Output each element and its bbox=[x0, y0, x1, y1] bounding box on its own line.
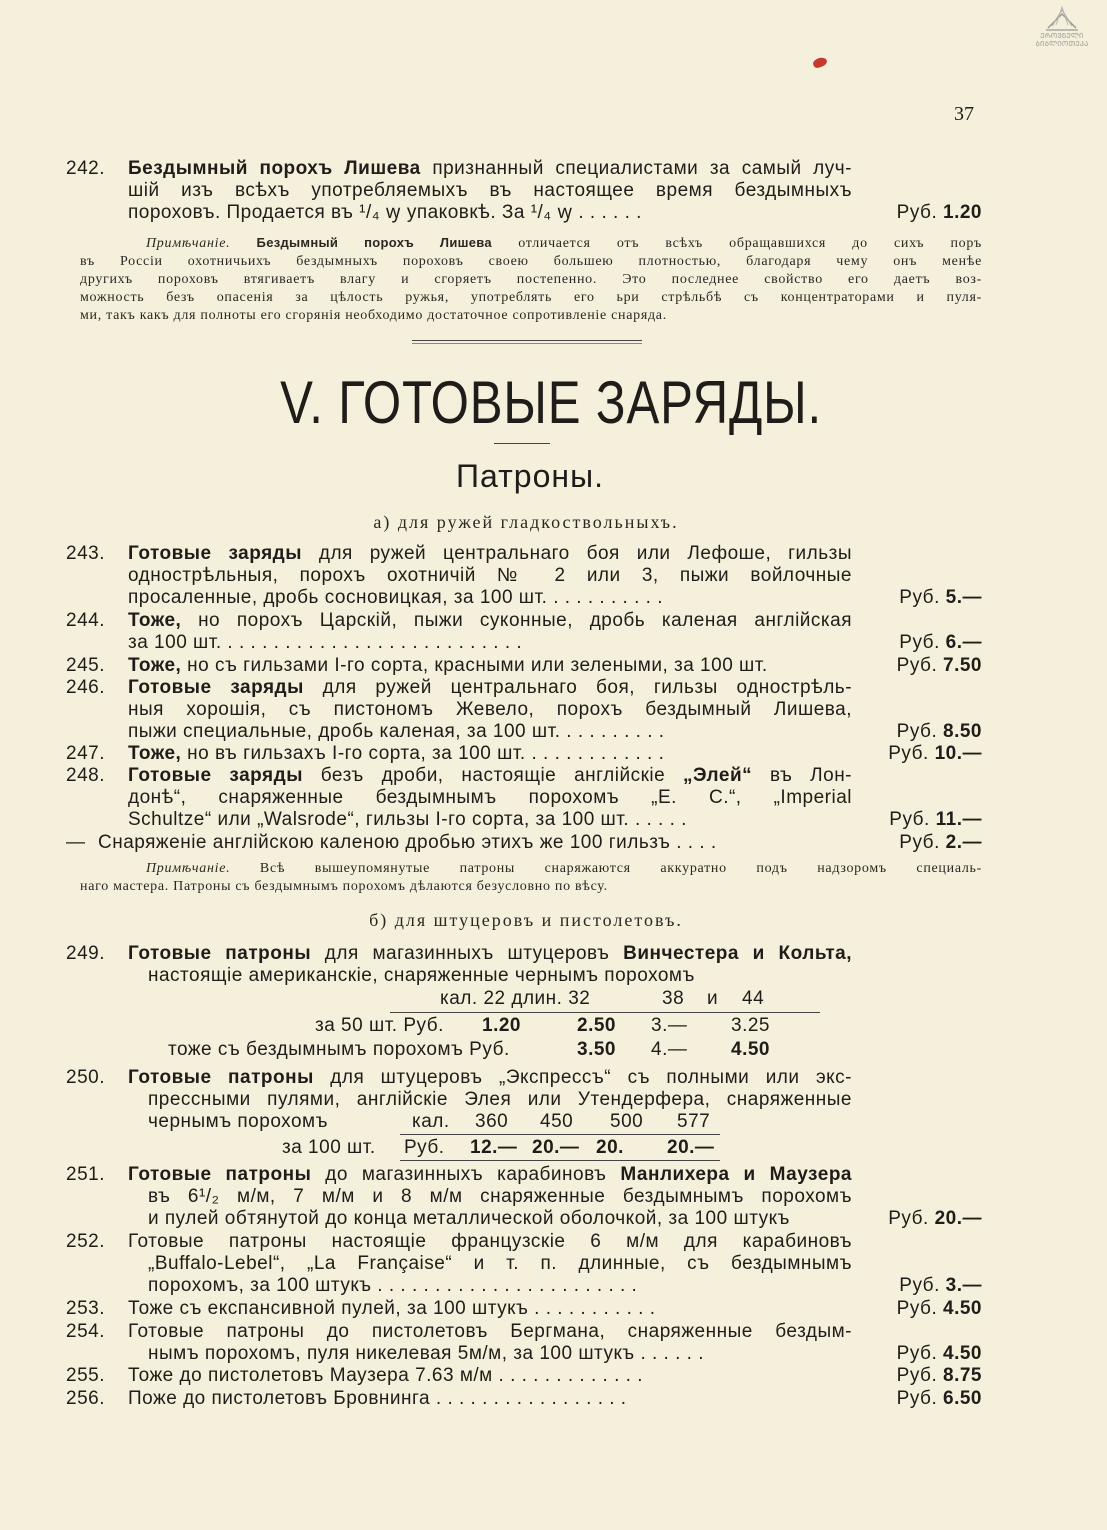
price: Руб. 20.— bbox=[888, 1208, 982, 1229]
entry-number: 242. bbox=[66, 158, 105, 179]
red-ink-mark bbox=[812, 56, 828, 69]
price: Руб. 11.— bbox=[889, 809, 982, 830]
price: Руб. 6.— bbox=[899, 632, 982, 653]
table-rule bbox=[400, 1134, 720, 1135]
note-section-a: Примѣчаніе. Всѣ вышеупомянутые патроны снаряжаются аккуратно подъ надзоромъ специаль- наго мастера. Патроны съ бездымнымъ порохомъ дѣлаются безусловно по вѣсу. bbox=[80, 861, 982, 894]
price: Руб. 7.50 bbox=[896, 655, 982, 676]
section-a-heading: а) для ружей гладкоствольныхъ. bbox=[373, 512, 679, 532]
product-name: Бездымный порохъ Лишева bbox=[128, 158, 421, 179]
price: Руб. 4.50 bbox=[896, 1298, 982, 1319]
divider-rule bbox=[412, 340, 642, 341]
book-logo-icon bbox=[1044, 6, 1080, 32]
price: Руб. 8.50 bbox=[896, 721, 982, 742]
page-number: 37 bbox=[954, 103, 974, 125]
table-rule bbox=[390, 1012, 820, 1013]
price: Руб. 5.— bbox=[899, 587, 982, 608]
price: Руб. 10.— bbox=[888, 743, 982, 764]
watermark-line-2: ᲑᲘᲑᲚᲘᲝᲗᲔᲙᲐ bbox=[1035, 40, 1089, 48]
price: Руб. 4.50 bbox=[896, 1343, 982, 1364]
chapter-underline bbox=[494, 443, 550, 444]
divider-rule-2 bbox=[412, 343, 642, 344]
price: Руб. 1.20 bbox=[896, 202, 982, 223]
price: Руб. 6.50 bbox=[896, 1388, 982, 1409]
subtitle: Патроны. bbox=[456, 458, 604, 494]
table-rule bbox=[400, 1160, 720, 1161]
price: Руб. 3.— bbox=[899, 1275, 982, 1296]
catalog-page: ᲔᲠᲝᲕᲜᲣᲚᲘ ᲑᲘᲑᲚᲘᲝᲗᲔᲙᲐ 37 242. Бездымный порохъ Лишева признанный специалистами за самый луч- шій изъ всѣхъ употребляемыхъ въ настоящее время бездымныхъ пороховъ. Продается въ ¹/₄ ꝡ упаковкѣ. За ¹/₄ ꝡ . . . . . . Руб. 1.20 Примѣчаніе. Бездымный порохъ Лишева отличается отъ всѣхъ обращавшихся до сихъ поръ въ Россіи охотничьихъ бездымныхъ пороховъ своею большею плотностью, благодаря чему онъ менѣе другихъ пороховъ втягиваетъ влагу и сгоряетъ постепенно. Это последнее свойство его даетъ воз- можность безъ опасенія за цѣлость ружья, употреблять его ьри стрѣльбѣ съ концентраторами и пуля- ми, такъ какъ для полноты его сгорянія необходимо достаточное сопротивленіе снаряда. V. ГОТОВЫЕ ЗАРЯДЫ. Патроны. а) для ружей гладкоствольныхъ. 243. Готовые заряды для ружей центральнаго боя или Лефоше, гильзы однострѣльныя, порохъ охотничій № 2 или 3, пыжи войлочные просаленные, дробь сосновицкая, за 100 шт. . . . . . . . . . . Руб. 5.— 244. Тоже, но порохъ Царскій, пыжи суконные, дробь каленая англійская за 100 шт. . . . . . . . . . . . . . . . . . . . . . . . . . . Руб. 6.— 245. Тоже, но съ гильзами I-го сорта, красными или зелеными, за 100 шт. Руб. 7.50 246. Готовые заряды для ружей центральнаго боя, гильзы однострѣль- ныя хорошія, съ пистономъ Жевело, порохъ бездымный Лишева, пыжи специальные, дробь каленая, за 100 шт. . . . . . . . . . Руб. 8.50 247. Тоже, но въ гильзахъ I-го сорта, за 100 шт. . . . . . . . . . . . . Руб. 10.— 248. Готовые заряды безъ дроби, настоящіе англійскіе „Элей“ въ Лон- донѣ“, снаряженные бездымнымъ порохомъ „E. C.“, „Imperial Schultze“ или „Walsrode“, гильзы I-го сорта, за 100 шт. . . . . . Руб. 11.— — Снаряженіе англійскою каленою дробью этихъ же 100 гильзъ . . . . Руб. 2.— Примѣчаніе. Всѣ вышеупомянутые патроны снаряжаются аккуратно подъ надзоромъ специаль- наго мастера. Патроны съ бездымнымъ порохомъ дѣлаются безусловно по вѣсу. б) для штуцеровъ и пистолетовъ. 249. Готовые патроны для магазинныхъ штуцеровъ Винчестера и Кольта, настоящіе американскіе, снаряженные чернымъ порохомъ кал. 22 длин. 32 38 и 44 за 50 шт. Руб. 1.20 2.50 3.— 3.25 тоже съ бездымнымъ порохомъ Руб. 3.50 4.— 4.50 250. Готовые патроны для штуцеровъ „Экспрессъ“ съ полными или экс- прессными пулями, англійскіе Элея или Утендерфера, снаряженные чернымъ порохомъ кал. 360 450 500 577 за 100 шт. Руб. 12.— 20.— 20. 20.— 251. Готовые патроны до магазинныхъ карабиновъ Манлихера и Маузера въ 6¹/₂ м/м, 7 м/м и 8 м/м снаряженные бездымнымъ порохомъ и пулей обтянутой до конца металлической оболочкой, за 100 штукъ Руб. 20.— 252. Готовые патроны настоящіе французскіе 6 м/м для карабиновъ „Buffalo-Lebel“, „La Française“ и т. п. длинные, съ бездымнымъ порохомъ, за 100 штукъ . . . . . . . . . . . . . . . . . . . . . . . Руб. 3.— 253. Тоже съ експансивной пулей, за 100 штукъ . . . . . . . . . . . Руб. 4.50 254. Готовые патроны до пистолетовъ Бергмана, снаряженные бездым- нымъ порохомъ, пуля никелевая 5м/м, за 100 штукъ . . . . . . Руб. 4.50 255. Тоже до пистолетовъ Маузера 7.63 м/м . . . . . . . . . . . . . Руб. 8.75 256. Поже до пистолетовъ Бровнинга . . . . . . . . . . . . . . . . . Руб. 6.50 bbox=[0, 0, 1107, 1530]
section-b-heading: б) для штуцеровъ и пистолетовъ. bbox=[369, 910, 683, 930]
watermark-line-1: ᲔᲠᲝᲕᲜᲣᲚᲘ bbox=[1040, 32, 1084, 40]
chapter-title: V. ГОТОВЫЕ ЗАРЯДЫ. bbox=[280, 369, 823, 436]
library-watermark bbox=[1031, 6, 1093, 48]
note-242: Примѣчаніе. Бездымный порохъ Лишева отличается отъ всѣхъ обращавшихся до сихъ поръ въ Россіи охотничьихъ бездымныхъ пороховъ своею большею плотностью, благодаря чему онъ менѣе другихъ пороховъ втягиваетъ влагу и сгоряетъ постепенно. Это последнее свойство его даетъ воз- можность безъ опасенія за цѣлость ружья, употреблять его ьри стрѣльбѣ съ концентраторами и пуля- ми, такъ какъ для полноты его сгорянія необходимо достаточное сопротивленіе снаряда. bbox=[80, 235, 982, 323]
price: Руб. 8.75 bbox=[896, 1365, 982, 1386]
price: Руб. 2.— bbox=[899, 832, 982, 853]
